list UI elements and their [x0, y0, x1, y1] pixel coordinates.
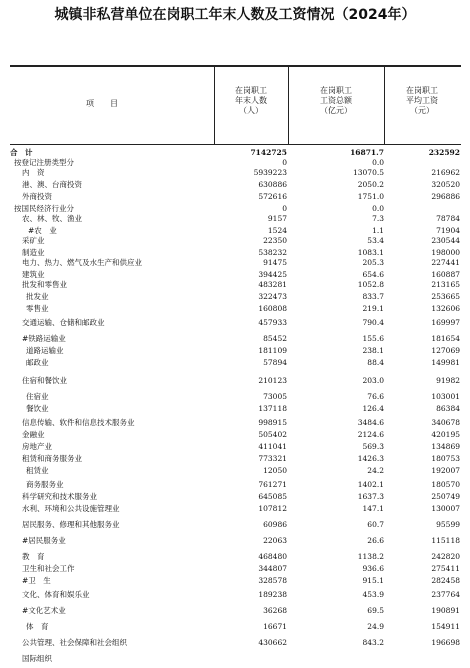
cell-avg-wage: 275411 [431, 564, 460, 573]
cell-avg-wage: 130007 [431, 504, 460, 513]
cell-wage-total: 0.0 [372, 204, 384, 213]
cell-wage-total: 69.5 [367, 606, 384, 615]
row-label: 商务服务业 [26, 480, 64, 489]
cell-employees: 22063 [263, 536, 287, 545]
cell-wage-total: 1751.0 [357, 192, 384, 201]
cell-employees: 73005 [263, 392, 287, 401]
header-col-wage-total [288, 86, 384, 116]
header-col-wage-total-line: （亿元） [320, 106, 352, 115]
cell-avg-wage: 227441 [431, 258, 460, 267]
cell-avg-wage: 86384 [436, 404, 460, 413]
row-label: 住宿业 [26, 392, 49, 401]
cell-wage-total: 2124.6 [357, 430, 384, 439]
table-row [10, 576, 461, 586]
cell-employees: 998915 [258, 418, 287, 427]
header-col-avg-wage-line: 平均工资 [406, 96, 438, 105]
row-label: 邮政业 [26, 358, 49, 367]
table-row [10, 504, 461, 514]
cell-wage-total: 16871.7 [350, 148, 384, 157]
cell-avg-wage: 196698 [431, 638, 460, 647]
table-row [10, 358, 461, 368]
cell-employees: 761271 [258, 480, 287, 489]
table-row [10, 346, 461, 356]
row-label: #农 业 [28, 226, 57, 235]
table-row [10, 304, 461, 314]
table-row [10, 248, 461, 258]
table-row [10, 654, 461, 664]
cell-avg-wage: 237764 [431, 590, 460, 599]
cell-wage-total: 24.2 [367, 466, 384, 475]
cell-avg-wage: 181654 [431, 334, 460, 343]
table-row [10, 606, 461, 616]
cell-wage-total: 833.7 [362, 292, 384, 301]
cell-wage-total: 2050.2 [357, 180, 384, 189]
row-label: 居民服务、修理和其他服务业 [22, 520, 120, 529]
row-label: 信息传输、软件和信息技术服务业 [22, 418, 135, 427]
cell-employees: 645085 [258, 492, 287, 501]
cell-wage-total: 1637.3 [357, 492, 384, 501]
cell-avg-wage: 282458 [431, 576, 460, 585]
cell-avg-wage: 127069 [431, 346, 460, 355]
row-label: 租赁和商务服务业 [22, 454, 82, 463]
table-row [10, 280, 461, 290]
cell-employees: 344807 [258, 564, 287, 573]
cell-employees: 12050 [263, 466, 287, 475]
row-label: #卫 生 [22, 576, 51, 585]
cell-wage-total: 13070.5 [352, 168, 384, 177]
table-row [10, 392, 461, 402]
row-label: 按国民经济行业分 [14, 204, 74, 213]
cell-wage-total: 1402.1 [357, 480, 384, 489]
table-row [10, 168, 461, 178]
cell-avg-wage: 115118 [431, 536, 460, 545]
cell-wage-total: 219.1 [362, 304, 384, 313]
cell-employees: 36268 [263, 606, 287, 615]
cell-employees: 107812 [258, 504, 287, 513]
cell-employees: 483281 [258, 280, 287, 289]
cell-wage-total: 203.0 [362, 376, 384, 385]
cell-employees: 5939223 [253, 168, 287, 177]
row-label: 外商投资 [22, 192, 52, 201]
cell-avg-wage: 198000 [431, 248, 460, 257]
row-label: 餐饮业 [26, 404, 49, 413]
table-row [10, 204, 461, 214]
cell-employees: 773321 [258, 454, 287, 463]
cell-employees: 0 [282, 204, 287, 213]
cell-wage-total: 936.6 [362, 564, 384, 573]
header-col-employees [214, 86, 288, 116]
row-label: 采矿业 [22, 236, 45, 245]
cell-wage-total: 1083.1 [357, 248, 384, 257]
cell-avg-wage: 192007 [431, 466, 460, 475]
row-label: 公共管理、社会保障和社会组织 [22, 638, 127, 647]
table-row [10, 622, 461, 632]
row-label: 房地产业 [22, 442, 52, 451]
table-row [10, 226, 461, 236]
row-label: 文化、体育和娱乐业 [22, 590, 90, 599]
table-row [10, 492, 461, 502]
row-label: 农、林、牧、渔业 [22, 214, 82, 223]
row-label: 制造业 [22, 248, 45, 257]
cell-employees: 630886 [258, 180, 287, 189]
table-row [10, 430, 461, 440]
cell-avg-wage: 149981 [431, 358, 460, 367]
row-label: 批发和零售业 [22, 280, 67, 289]
header-col-avg-wage [384, 86, 460, 116]
cell-wage-total: 7.3 [372, 214, 384, 223]
cell-avg-wage: 230544 [431, 236, 460, 245]
cell-employees: 7142725 [250, 148, 287, 157]
table-row [10, 564, 461, 574]
row-label: 水利、环境和公共设施管理业 [22, 504, 120, 513]
cell-wage-total: 790.4 [362, 318, 384, 327]
row-label: #居民服务业 [22, 536, 66, 545]
cell-wage-total: 205.3 [362, 258, 384, 267]
cell-wage-total: 0.0 [372, 158, 384, 167]
table-row [10, 334, 461, 344]
cell-wage-total: 453.9 [362, 590, 384, 599]
cell-avg-wage: 190891 [431, 606, 460, 615]
cell-wage-total: 60.7 [367, 520, 384, 529]
cell-avg-wage: 250749 [431, 492, 460, 501]
cell-wage-total: 147.1 [362, 504, 384, 513]
cell-employees: 505402 [258, 430, 287, 439]
header-col-wage-total-line: 工资总额 [320, 96, 352, 105]
table-row [10, 442, 461, 452]
table-top-rule [10, 65, 461, 67]
header-col-avg-wage-line: （元） [410, 106, 434, 115]
cell-wage-total: 26.6 [367, 536, 384, 545]
cell-employees: 189238 [258, 590, 287, 599]
row-label: 住宿和餐饮业 [22, 376, 67, 385]
cell-employees: 0 [282, 158, 287, 167]
cell-wage-total: 88.4 [367, 358, 384, 367]
cell-avg-wage: 180753 [431, 454, 460, 463]
row-label: 合 计 [10, 148, 33, 157]
cell-employees: 572616 [258, 192, 287, 201]
cell-avg-wage: 91982 [436, 376, 460, 385]
cell-employees: 137118 [258, 404, 287, 413]
table-row [10, 536, 461, 546]
cell-wage-total: 1.1 [372, 226, 384, 235]
table-row [10, 192, 461, 202]
cell-employees: 328578 [258, 576, 287, 585]
cell-employees: 91475 [263, 258, 287, 267]
row-label: 港、澳、台商投资 [22, 180, 82, 189]
cell-avg-wage: 132606 [431, 304, 460, 313]
row-label: 建筑业 [22, 270, 45, 279]
cell-employees: 160808 [258, 304, 287, 313]
cell-wage-total: 24.9 [367, 622, 384, 631]
cell-avg-wage: 232592 [428, 148, 460, 157]
cell-avg-wage: 78784 [436, 214, 460, 223]
row-label: 按登记注册类型分 [14, 158, 74, 167]
table-row [10, 404, 461, 414]
cell-avg-wage: 420195 [431, 430, 460, 439]
row-label: 道路运输业 [26, 346, 64, 355]
cell-employees: 16671 [263, 622, 287, 631]
table-row [10, 466, 461, 476]
table-row [10, 148, 461, 158]
row-label: #铁路运输业 [22, 334, 66, 343]
cell-employees: 322473 [258, 292, 287, 301]
cell-avg-wage: 242820 [431, 552, 460, 561]
header-item: 项 目 [86, 99, 118, 108]
table-row [10, 292, 461, 302]
cell-avg-wage: 253665 [431, 292, 460, 301]
cell-employees: 411041 [258, 442, 287, 451]
table-row [10, 180, 461, 190]
table-row [10, 214, 461, 224]
cell-wage-total: 1426.3 [357, 454, 384, 463]
cell-wage-total: 654.6 [362, 270, 384, 279]
row-label: 批发业 [26, 292, 49, 301]
cell-avg-wage: 169997 [431, 318, 460, 327]
cell-employees: 210123 [258, 376, 287, 385]
cell-employees: 430662 [258, 638, 287, 647]
row-label: 租赁业 [26, 466, 49, 475]
cell-employees: 85452 [263, 334, 287, 343]
cell-wage-total: 155.6 [362, 334, 384, 343]
table-row [10, 454, 461, 464]
row-label: 教 育 [22, 552, 45, 561]
table-row [10, 376, 461, 386]
cell-wage-total: 843.2 [362, 638, 384, 647]
cell-wage-total: 126.4 [362, 404, 384, 413]
row-label: 国际组织 [22, 654, 52, 663]
cell-wage-total: 53.4 [367, 236, 384, 245]
cell-avg-wage: 296886 [431, 192, 460, 201]
row-label: #文化艺术业 [22, 606, 66, 615]
cell-employees: 9157 [267, 214, 287, 223]
header-col-avg-wage-line: 在岗职工 [406, 86, 438, 95]
row-label: 科学研究和技术服务业 [22, 492, 97, 501]
table-row [10, 258, 461, 268]
table-row [10, 318, 461, 328]
header-bottom-rule [10, 144, 461, 145]
cell-wage-total: 915.1 [362, 576, 384, 585]
table-row [10, 520, 461, 530]
row-label: 卫生和社会工作 [22, 564, 75, 573]
header-col-employees-line: 年末人数 [235, 96, 267, 105]
table-row [10, 236, 461, 246]
cell-avg-wage: 154911 [431, 622, 460, 631]
row-label: 内 资 [22, 168, 45, 177]
cell-employees: 60986 [263, 520, 287, 529]
cell-wage-total: 238.1 [362, 346, 384, 355]
cell-employees: 181109 [258, 346, 287, 355]
cell-employees: 22350 [263, 236, 287, 245]
table-row [10, 158, 461, 168]
cell-avg-wage: 103001 [431, 392, 460, 401]
cell-wage-total: 1052.8 [357, 280, 384, 289]
table-row [10, 638, 461, 648]
cell-employees: 468480 [258, 552, 287, 561]
cell-avg-wage: 213165 [431, 280, 460, 289]
cell-employees: 57894 [263, 358, 287, 367]
table-row [10, 552, 461, 562]
cell-wage-total: 76.6 [367, 392, 384, 401]
table-row [10, 590, 461, 600]
cell-avg-wage: 320520 [431, 180, 460, 189]
table-row [10, 270, 461, 280]
cell-avg-wage: 180570 [431, 480, 460, 489]
cell-avg-wage: 340678 [431, 418, 460, 427]
cell-wage-total: 3484.6 [357, 418, 384, 427]
header-col-employees-line: （人） [239, 106, 263, 115]
cell-employees: 538232 [258, 248, 287, 257]
cell-avg-wage: 216962 [431, 168, 460, 177]
page-title: 城镇非私营单位在岗职工年末人数及工资情况（2024年） [54, 7, 416, 23]
cell-employees: 457933 [258, 318, 287, 327]
cell-employees: 394425 [258, 270, 287, 279]
cell-employees: 1524 [267, 226, 287, 235]
row-label: 零售业 [26, 304, 49, 313]
cell-wage-total: 569.3 [362, 442, 384, 451]
cell-avg-wage: 160887 [431, 270, 460, 279]
cell-avg-wage: 71904 [436, 226, 460, 235]
row-label: 电力、热力、燃气及水生产和供应业 [22, 258, 142, 267]
cell-avg-wage: 95599 [436, 520, 460, 529]
cell-wage-total: 1138.2 [357, 552, 384, 561]
table-row [10, 480, 461, 490]
header-col-wage-total-line: 在岗职工 [320, 86, 352, 95]
row-label: 体 育 [26, 622, 49, 631]
header-col-employees-line: 在岗职工 [235, 86, 267, 95]
row-label: 金融业 [22, 430, 45, 439]
row-label: 交通运输、仓储和邮政业 [22, 318, 105, 327]
cell-avg-wage: 134869 [431, 442, 460, 451]
table-row [10, 418, 461, 428]
